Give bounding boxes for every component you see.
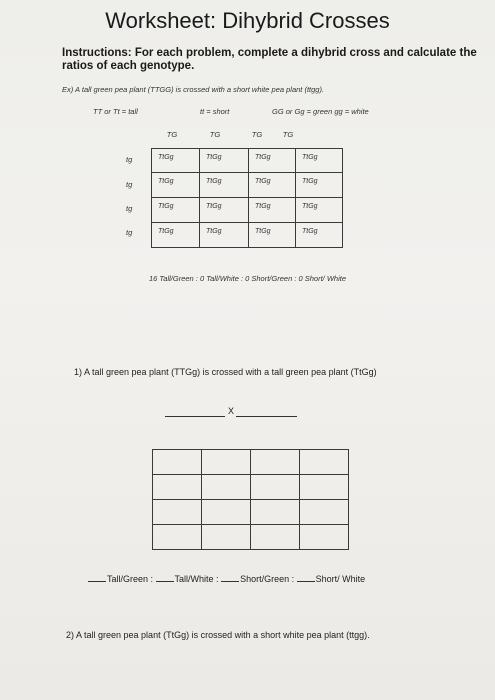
- example-punnett-square: [151, 148, 343, 248]
- punnett-cell[interactable]: [300, 450, 349, 475]
- table-row: [152, 173, 343, 198]
- ratio-label: Short/Green :: [240, 574, 295, 584]
- cross-symbol: X: [228, 406, 235, 416]
- example-prompt: Ex) A tall green pea plant (TTGG) is crossed with a short white pea plant (ttgg).: [62, 85, 325, 94]
- punnett-cell: TtGg: [249, 198, 296, 223]
- table-row: [152, 149, 343, 173]
- ratio-label: Tall/White :: [174, 574, 219, 584]
- punnett-cell[interactable]: [300, 525, 349, 550]
- parent-1-blank[interactable]: [165, 416, 225, 417]
- table-row: [153, 475, 349, 500]
- punnett-cell[interactable]: [153, 525, 202, 550]
- ratio-blank[interactable]: [297, 573, 315, 582]
- question-2-text: 2) A tall green pea plant (TtGg) is crossed with a short white pea plant (ttgg).: [66, 630, 370, 640]
- row-label: tg: [126, 228, 133, 237]
- col-header: TG: [209, 130, 221, 139]
- table-row: [153, 450, 349, 475]
- punnett-cell[interactable]: [202, 450, 251, 475]
- punnett-cell: TtGg: [249, 173, 296, 198]
- ratio-label: Tall/Green :: [107, 574, 154, 584]
- punnett-cell: TtGg: [200, 198, 249, 223]
- punnett-cell: TtGg: [249, 149, 296, 173]
- question-1-text: 1) A tall green pea plant (TTGg) is crossed with a tall green pea plant (TtGg): [74, 367, 377, 377]
- question-1-ratio-line: [88, 573, 365, 584]
- punnett-cell: TtGg: [200, 223, 249, 248]
- row-label: tg: [126, 155, 133, 164]
- key-short: tt = short: [200, 107, 230, 116]
- punnett-cell: TtGg: [249, 223, 296, 248]
- punnett-cell[interactable]: [202, 500, 251, 525]
- ratio-label: Short/ White: [315, 574, 366, 584]
- table-row: [153, 525, 349, 550]
- punnett-cell[interactable]: [202, 525, 251, 550]
- table-row: [152, 223, 343, 248]
- example-summary: 16 Tall/Green : 0 Tall/White : 0 Short/Green : 0 Short/ White: [148, 274, 347, 283]
- punnett-cell[interactable]: [153, 450, 202, 475]
- punnett-cell[interactable]: [153, 475, 202, 500]
- ratio-blank[interactable]: [88, 573, 106, 582]
- col-header: TG: [166, 130, 178, 139]
- col-header: TG: [282, 130, 294, 139]
- key-color: GG or Gg = green gg = white: [272, 107, 369, 116]
- punnett-cell: TtGg: [152, 173, 200, 198]
- punnett-cell: TtGg: [152, 223, 200, 248]
- question-1-punnett-square: [152, 449, 349, 550]
- parent-2-blank[interactable]: [236, 416, 297, 417]
- punnett-cell[interactable]: [251, 525, 300, 550]
- table-row: [153, 500, 349, 525]
- punnett-cell: TtGg: [296, 173, 343, 198]
- punnett-cell[interactable]: [300, 500, 349, 525]
- punnett-cell: TtGg: [296, 149, 343, 173]
- punnett-cell[interactable]: [300, 475, 349, 500]
- punnett-cell[interactable]: [153, 500, 202, 525]
- punnett-cell[interactable]: [251, 450, 300, 475]
- punnett-cell: TtGg: [200, 173, 249, 198]
- punnett-cell[interactable]: [251, 475, 300, 500]
- punnett-cell: TtGg: [152, 149, 200, 173]
- key-tall: TT or Tt = tall: [93, 107, 138, 116]
- ratio-blank[interactable]: [221, 573, 239, 582]
- table-row: [152, 198, 343, 223]
- punnett-cell: TtGg: [152, 198, 200, 223]
- punnett-cell: TtGg: [200, 149, 249, 173]
- row-label: tg: [126, 180, 133, 189]
- punnett-cell[interactable]: [251, 500, 300, 525]
- instructions-text: Instructions: For each problem, complete a dihybrid cross and calculate the ratios of each genotype.: [62, 47, 477, 72]
- row-label: tg: [126, 204, 133, 213]
- punnett-cell: TtGg: [296, 223, 343, 248]
- col-header: TG: [251, 130, 263, 139]
- page-title: Worksheet: Dihybrid Crosses: [105, 8, 390, 33]
- punnett-cell[interactable]: [202, 475, 251, 500]
- punnett-cell: TtGg: [296, 198, 343, 223]
- ratio-blank[interactable]: [156, 573, 174, 582]
